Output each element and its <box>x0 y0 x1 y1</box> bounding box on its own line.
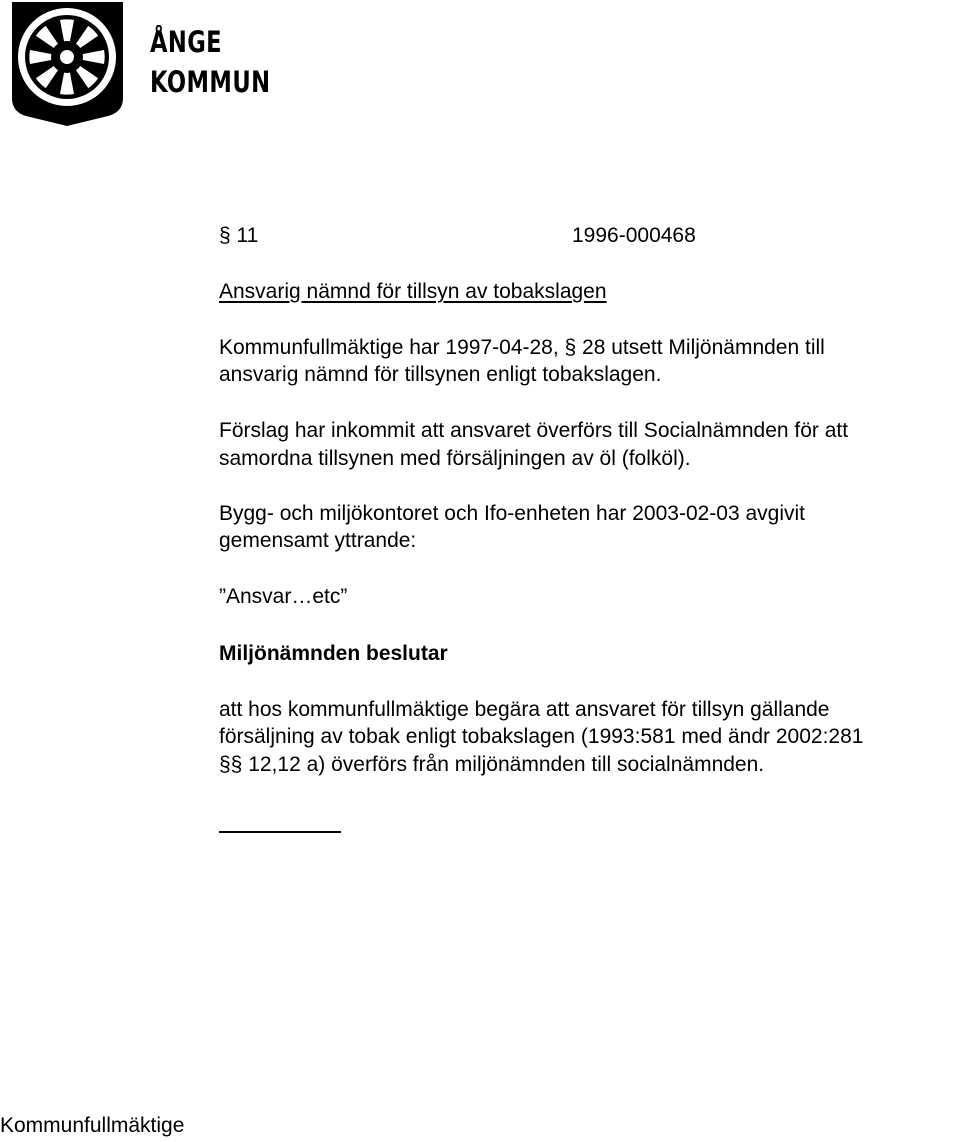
municipality-logo <box>10 0 125 126</box>
paragraph-3-line-2: gemensamt yttrande: <box>219 529 417 552</box>
wheel-emblem-icon <box>10 0 125 126</box>
separator-line <box>219 831 341 833</box>
paragraph-2-line-1: Förslag har inkommit att ansvaret överförs till Socialnämnden för att <box>219 419 849 442</box>
quote-text: ”Ansvar…etc” <box>219 585 348 608</box>
decision-heading: Miljönämnden beslutar <box>219 642 448 665</box>
paragraph-3-line-1: Bygg- och miljökontoret och Ifo-enheten har 2003-02-03 avgivit <box>219 502 806 525</box>
footer-recipient: Kommunfullmäktige <box>0 1114 185 1137</box>
decision-line-3: §§ 12,12 a) överförs från miljönämnden till socialnämnden. <box>219 753 765 776</box>
municipality-name <box>150 22 270 102</box>
section-heading: Ansvarig nämnd för tillsyn av tobakslagen <box>219 280 607 303</box>
case-number: 1996-000468 <box>572 224 696 247</box>
decision-line-1: att hos kommunfullmäktige begära att ansvaret för tillsyn gällande <box>219 698 830 721</box>
paragraph-1-line-2: ansvarig nämnd för tillsynen enligt tobakslagen. <box>219 363 662 386</box>
paragraph-2-line-2: samordna tillsynen med försäljningen av öl (folköl). <box>219 447 691 470</box>
logo-line-2: KOMMUN <box>150 65 271 99</box>
paragraph-1-line-1: Kommunfullmäktige har 1997-04-28, § 28 utsett Miljönämnden till <box>219 336 825 359</box>
logo-line-1: ÅNGE <box>150 25 223 59</box>
paragraph-reference: § 11 <box>219 224 259 247</box>
decision-line-2: försäljning av tobak enligt tobakslagen (1993:581 med ändr 2002:281 <box>219 725 864 748</box>
